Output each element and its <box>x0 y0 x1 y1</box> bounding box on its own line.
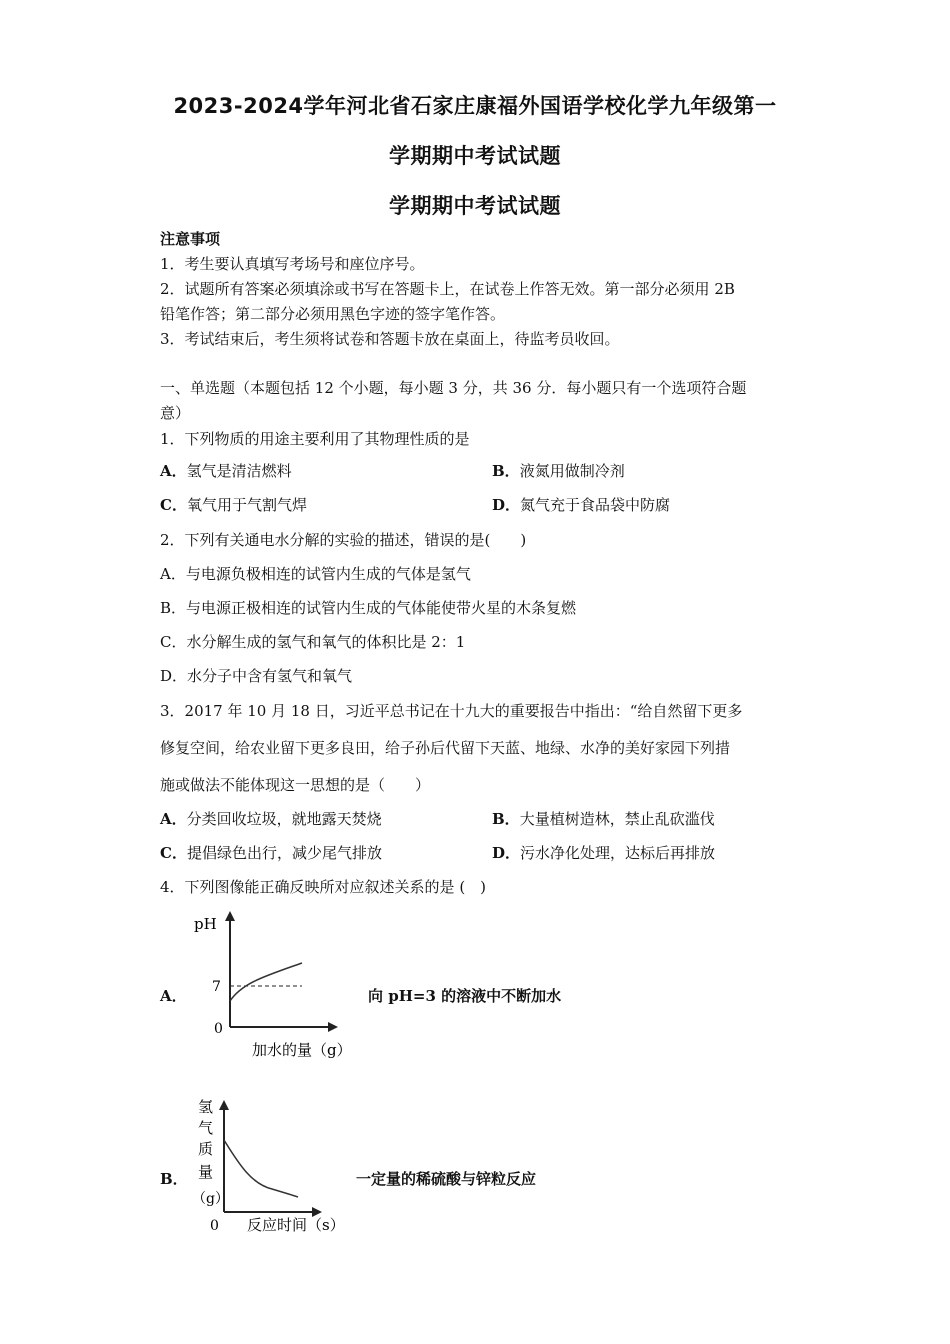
exam-title-line2: 学期期中考试试题 <box>389 144 561 168</box>
graph-a-y-arrow-icon <box>225 911 235 921</box>
q4-option-a-graph <box>190 905 370 1065</box>
option-label: B． <box>492 810 520 828</box>
q1-option-c <box>160 494 307 515</box>
q3-stem-c: 施或做法不能体现这一思想的是（ ） <box>160 776 431 794</box>
section-heading-a: 一、单选题（本题包括 12 个小题，每小题 3 分，共 36 分．每小题只有一个选项符合题 <box>160 379 747 397</box>
graph-b-y-label-3: 质 <box>198 1140 214 1158</box>
q3-option-b <box>492 808 715 829</box>
graph-b-x-label: 反应时间（s） <box>247 1216 345 1234</box>
graph-b-y-label-5: （g） <box>192 1191 229 1207</box>
graph-b-y-label-2: 气 <box>198 1119 214 1137</box>
q1-stem: 1．下列物质的用途主要利用了其物理性质的是 <box>160 430 470 448</box>
option-text: 氮气充于食品袋中防腐 <box>520 496 671 514</box>
option-label: D． <box>492 844 521 862</box>
q1-option-b <box>492 460 625 481</box>
option-text: 液氮用做制冷剂 <box>519 462 625 480</box>
q2-option-d: D．水分子中含有氢气和氧气 <box>160 667 353 685</box>
option-text: 提倡绿色出行，减少尾气排放 <box>186 844 382 862</box>
option-label: A． <box>160 810 187 828</box>
option-label: C． <box>160 496 187 514</box>
notice-item-2b: 铅笔作答；第二部分必须用黑色字迹的签字笔作答。 <box>160 305 506 323</box>
option-label: A． <box>160 462 187 480</box>
exam-title-line1: 2023-2024学年河北省石家庄康福外国语学校化学九年级第一 <box>173 94 777 118</box>
q4-option-b-label: B． <box>160 1170 188 1188</box>
q2-option-c: C．水分解生成的氢气和氧气的体积比是 2：1 <box>160 633 466 651</box>
notice-item-1: 1．考生要认真填写考场号和座位序号。 <box>160 255 425 273</box>
graph-b-origin: 0 <box>210 1218 219 1234</box>
exam-title-line3: 学期期中考试试题 <box>389 194 561 218</box>
q3-option-c <box>160 842 382 863</box>
graph-a-x-label: 加水的量（g） <box>252 1041 352 1059</box>
option-text: 分类回收垃圾，就地露天焚烧 <box>186 810 382 828</box>
q3-option-d <box>492 842 715 863</box>
q3-option-a <box>160 808 382 829</box>
section-heading-b: 意） <box>160 404 191 422</box>
option-label: C． <box>160 844 187 862</box>
graph-a-origin: 0 <box>214 1021 223 1037</box>
graph-b-y-label-4: 量 <box>198 1163 214 1181</box>
q4-option-b-description: 一定量的稀硫酸与锌粒反应 <box>356 1170 537 1188</box>
option-text: 氢气是清洁燃料 <box>186 462 292 480</box>
option-label: D． <box>492 496 521 514</box>
graph-a-curve <box>230 963 302 1001</box>
q4-option-b-graph <box>190 1092 360 1242</box>
q1-option-a <box>160 460 292 481</box>
option-label: B． <box>492 462 520 480</box>
graph-a-y-tick: 7 <box>212 979 221 995</box>
graph-a-x-arrow-icon <box>328 1022 338 1032</box>
option-text: 污水净化处理，达标后再排放 <box>520 844 716 862</box>
q3-stem-b: 修复空间，给农业留下更多良田，给子孙后代留下天蓝、地绿、水净的美好家园下列措 <box>160 739 731 757</box>
graph-b-y-label-1: 氢 <box>198 1098 214 1116</box>
q4-stem: 4．下列图像能正确反映所对应叙述关系的是 ( ) <box>160 878 487 896</box>
graph-a-y-label: pH <box>194 915 217 933</box>
q2-option-a: A．与电源负极相连的试管内生成的气体是氢气 <box>160 565 471 583</box>
q4-option-a-description: 向 pH=3 的溶液中不断加水 <box>368 987 562 1005</box>
notice-heading: 注意事项 <box>160 230 221 248</box>
q1-option-d <box>492 494 670 515</box>
q4-option-a-label: A． <box>160 987 187 1005</box>
graph-b-y-arrow-icon <box>219 1100 229 1110</box>
notice-item-2a: 2．试题所有答案必须填涂或书写在答题卡上，在试卷上作答无效。第一部分必须用 2B <box>160 280 735 298</box>
q2-stem: 2．下列有关通电水分解的实验的描述，错误的是( ) <box>160 531 527 549</box>
q2-option-b: B．与电源正极相连的试管内生成的气体能使带火星的木条复燃 <box>160 599 577 617</box>
notice-item-3: 3．考试结束后，考生须将试卷和答题卡放在桌面上，待监考员收回。 <box>160 330 620 348</box>
graph-b-curve <box>224 1140 298 1197</box>
q3-stem-a: 3．2017 年 10 月 18 日，习近平总书记在十九大的重要报告中指出：“给自然留下更多 <box>160 702 743 720</box>
option-text: 大量植树造林，禁止乱砍滥伐 <box>519 810 715 828</box>
option-text: 氧气用于气割气焊 <box>186 496 307 514</box>
